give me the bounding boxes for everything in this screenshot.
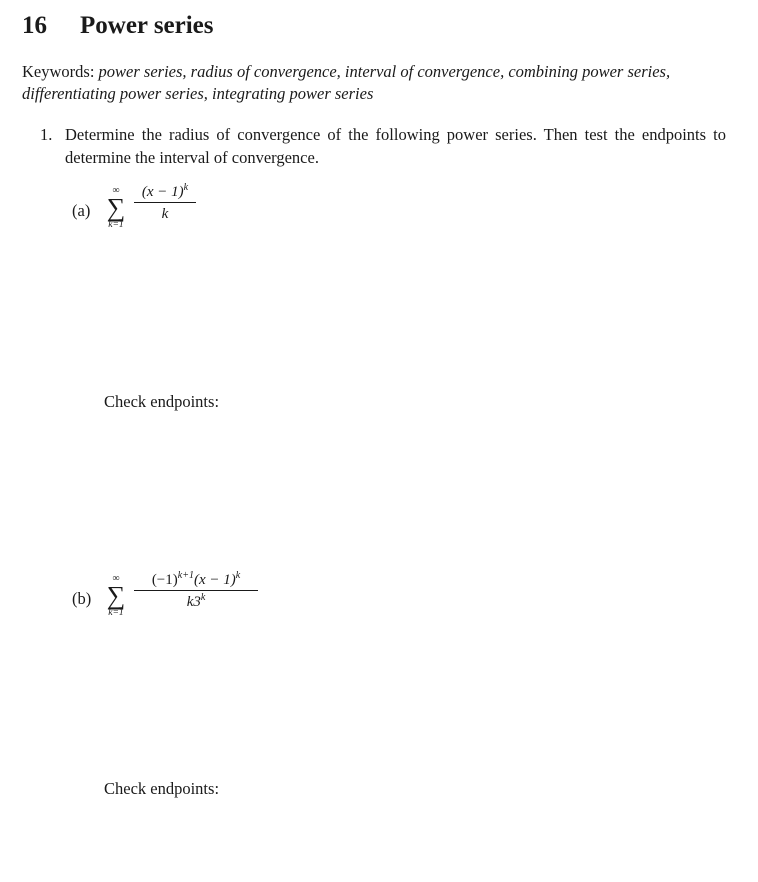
part-a-label: (a) (72, 201, 91, 220)
numerator-base-2: (x − 1) (193, 572, 236, 588)
fraction-bar (134, 590, 258, 591)
part-b (72, 571, 332, 631)
part-a-summation (103, 186, 129, 231)
part-a (72, 183, 272, 243)
keywords-label: Keywords: (22, 62, 95, 81)
sum-lower-limit: k=1 (108, 608, 124, 618)
keywords-list: power series, radius of convergence, interval of convergence, combining power series, differentiating power series, integrating power series (22, 62, 671, 103)
numerator-base: (x − 1) (141, 184, 184, 200)
sigma-icon: ∑ (106, 581, 126, 610)
part-b-label: (b) (72, 589, 92, 608)
part-a-fraction (134, 183, 196, 223)
section-number: 16 (22, 12, 47, 39)
numerator-base-1: (−1) (151, 572, 178, 588)
sum-upper-limit: ∞ (112, 573, 120, 584)
problem-number: 1. (40, 125, 53, 144)
problem-1 (40, 123, 726, 169)
part-a-check-endpoints: Check endpoints: (104, 392, 220, 411)
numerator-exponent: k (183, 182, 189, 193)
numerator-exponent-1: k+1 (177, 570, 194, 581)
fraction-numerator (134, 183, 196, 201)
fraction-numerator (134, 571, 258, 589)
part-b-fraction (134, 571, 258, 611)
part-b-summation (103, 574, 129, 619)
numerator-exponent-2: k (235, 570, 241, 581)
keywords-paragraph (22, 61, 734, 105)
fraction-bar (134, 202, 196, 203)
section-title: Power series (80, 12, 214, 39)
sigma-icon: ∑ (106, 193, 126, 222)
section-heading (22, 12, 214, 40)
fraction-denominator (134, 593, 258, 611)
denominator-exponent: k (200, 592, 206, 603)
denominator-base: k3 (186, 594, 201, 610)
part-b-check-endpoints: Check endpoints: (104, 779, 220, 798)
fraction-denominator: k (161, 206, 169, 222)
sum-upper-limit: ∞ (112, 185, 120, 196)
sum-lower-limit: k=1 (108, 220, 124, 230)
problem-text: Determine the radius of convergence of the following power series. Then test the endpoints to determine the interval of convergence. (65, 125, 726, 167)
